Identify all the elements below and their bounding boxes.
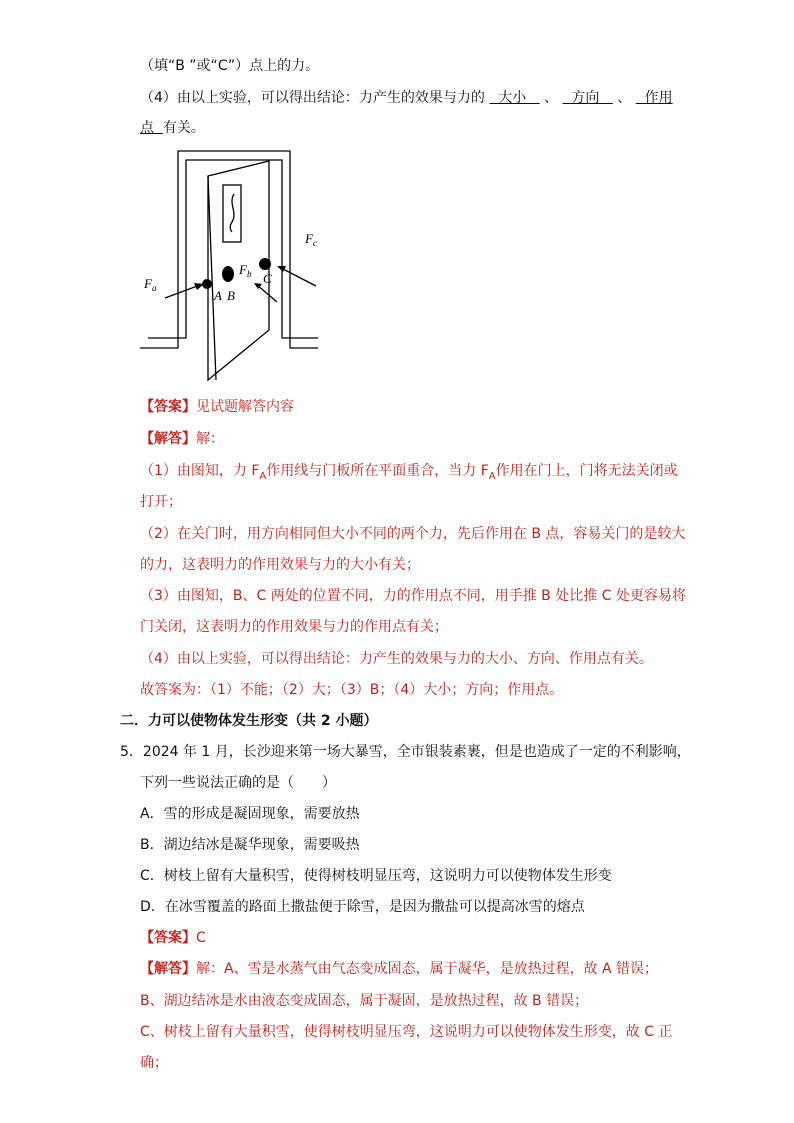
arrow-fc-line	[281, 268, 316, 286]
q4-answer	[140, 397, 294, 417]
section-heading: 二．力可以使物体发生形变（共 2 小题）	[120, 713, 378, 729]
door-figure	[140, 148, 322, 384]
separator: 、	[544, 90, 559, 106]
label-fa: $F_a$	[144, 276, 157, 293]
analysis-p3-line1: （3）由图知，B、C 两处的位置不同，力的作用点不同，用手推 B 处比推 C 处更容易将	[140, 588, 686, 604]
blank-direction: 方向	[562, 90, 613, 106]
analysis-p1-line1: （1）由图知，力 $F_A$作用线与门板所在平面重合，当力 $F_A$作用在门上，门将无法关闭或	[140, 463, 678, 482]
arrow-fa-line	[165, 285, 200, 298]
point-c-dot	[259, 258, 271, 270]
analysis-p4-line1: （4）由以上实验，可以得出结论：力产生的效果与力的大小、方向、作用点有关。	[140, 651, 653, 667]
analysis-p2-line1: （2）在关门时，用方向相同但大小不同的两个力，先后作用在 B 点，容易关门的是较大	[140, 526, 686, 542]
arrow-fb-line	[257, 285, 277, 302]
answer-tag: 【答案】	[140, 399, 196, 415]
q4-line3-suffix: 有关。	[162, 120, 205, 136]
q5-option-a: A．雪的形成是凝固现象，需要放热	[140, 806, 360, 822]
q5-option-d: D．在冰雪覆盖的路面上撒盐便于除雪，是因为撒盐可以提高冰雪的熔点	[140, 899, 585, 915]
window-reflection	[230, 194, 234, 232]
analysis-p2-line2: 的力，这表明力的作用效果与力的大小有关；	[140, 557, 420, 573]
label-fb: $F_b$	[239, 262, 252, 279]
q4-line3	[140, 118, 205, 138]
answer-text: C	[196, 930, 206, 946]
answer-text: 见试题解答内容	[196, 399, 294, 415]
door-edge	[208, 176, 216, 380]
point-a-dot	[202, 279, 212, 289]
door-frame-outer	[140, 151, 318, 348]
q5-analysis-line2: B、湖边结冰是水由液态变成固态，属于凝固，是放热过程，故 B 错误；	[140, 993, 589, 1009]
label-fc: $F_c$	[305, 231, 317, 248]
blank-point-end: 点	[140, 120, 163, 136]
q5-analysis-line4: 确；	[140, 1055, 168, 1071]
q4-analysis-header	[140, 429, 224, 449]
analysis-p1-line2: 打开；	[140, 494, 182, 510]
final-answer: 故答案为：（1）不能；（2）大；（3）B；（4）大小；方向；作用点。	[140, 682, 564, 698]
q5-analysis-line1: 【解答】解：A、雪是水蒸气由气态变成固态，属于凝华，是放热过程，故 A 错误；	[140, 961, 659, 977]
label-c: C	[263, 271, 272, 286]
q5-stem-line2: 下列一些说法正确的是（ ）	[140, 775, 336, 791]
q5-answer	[140, 928, 206, 948]
q5-analysis-line3: C、树枝上留有大量积雪，使得树枝明显压弯，这说明力可以使物体发生形变，故 C 正	[140, 1024, 673, 1040]
blank-size: 大小	[489, 90, 540, 106]
blank-point-start: 作用	[635, 90, 673, 106]
q4-line1: （填“B ”或“C”）点上的力。	[140, 58, 320, 74]
q4-line2	[140, 88, 673, 108]
q5-stem-line1: 5．2024 年 1 月，长沙迎来第一场大暴雪，全市银装素裹，但是也造成了一定的不利影响，	[120, 744, 691, 760]
analysis-tag: 【解答】	[140, 961, 196, 977]
analysis-tag: 【解答】	[140, 431, 196, 447]
q4-line2-prefix: （4）由以上实验，可以得出结论：力产生的效果与力的	[140, 90, 485, 106]
q5-option-b: B．湖边结冰是凝华现象，需要吸热	[140, 837, 360, 853]
analysis-lead: 解：	[196, 431, 224, 447]
q5-option-c: C．树枝上留有大量积雪，使得树枝明显压弯，这说明力可以使物体发生形变	[140, 868, 612, 884]
label-b: B	[227, 288, 235, 303]
door-window	[223, 185, 241, 242]
label-a: A	[214, 288, 222, 303]
point-b-dot	[222, 266, 234, 282]
answer-tag: 【答案】	[140, 930, 196, 946]
separator: 、	[617, 90, 632, 106]
analysis-p3-line2: 门关闭，这表明力的作用效果与力的作用点有关；	[140, 619, 448, 635]
door-frame-inner	[148, 160, 318, 338]
